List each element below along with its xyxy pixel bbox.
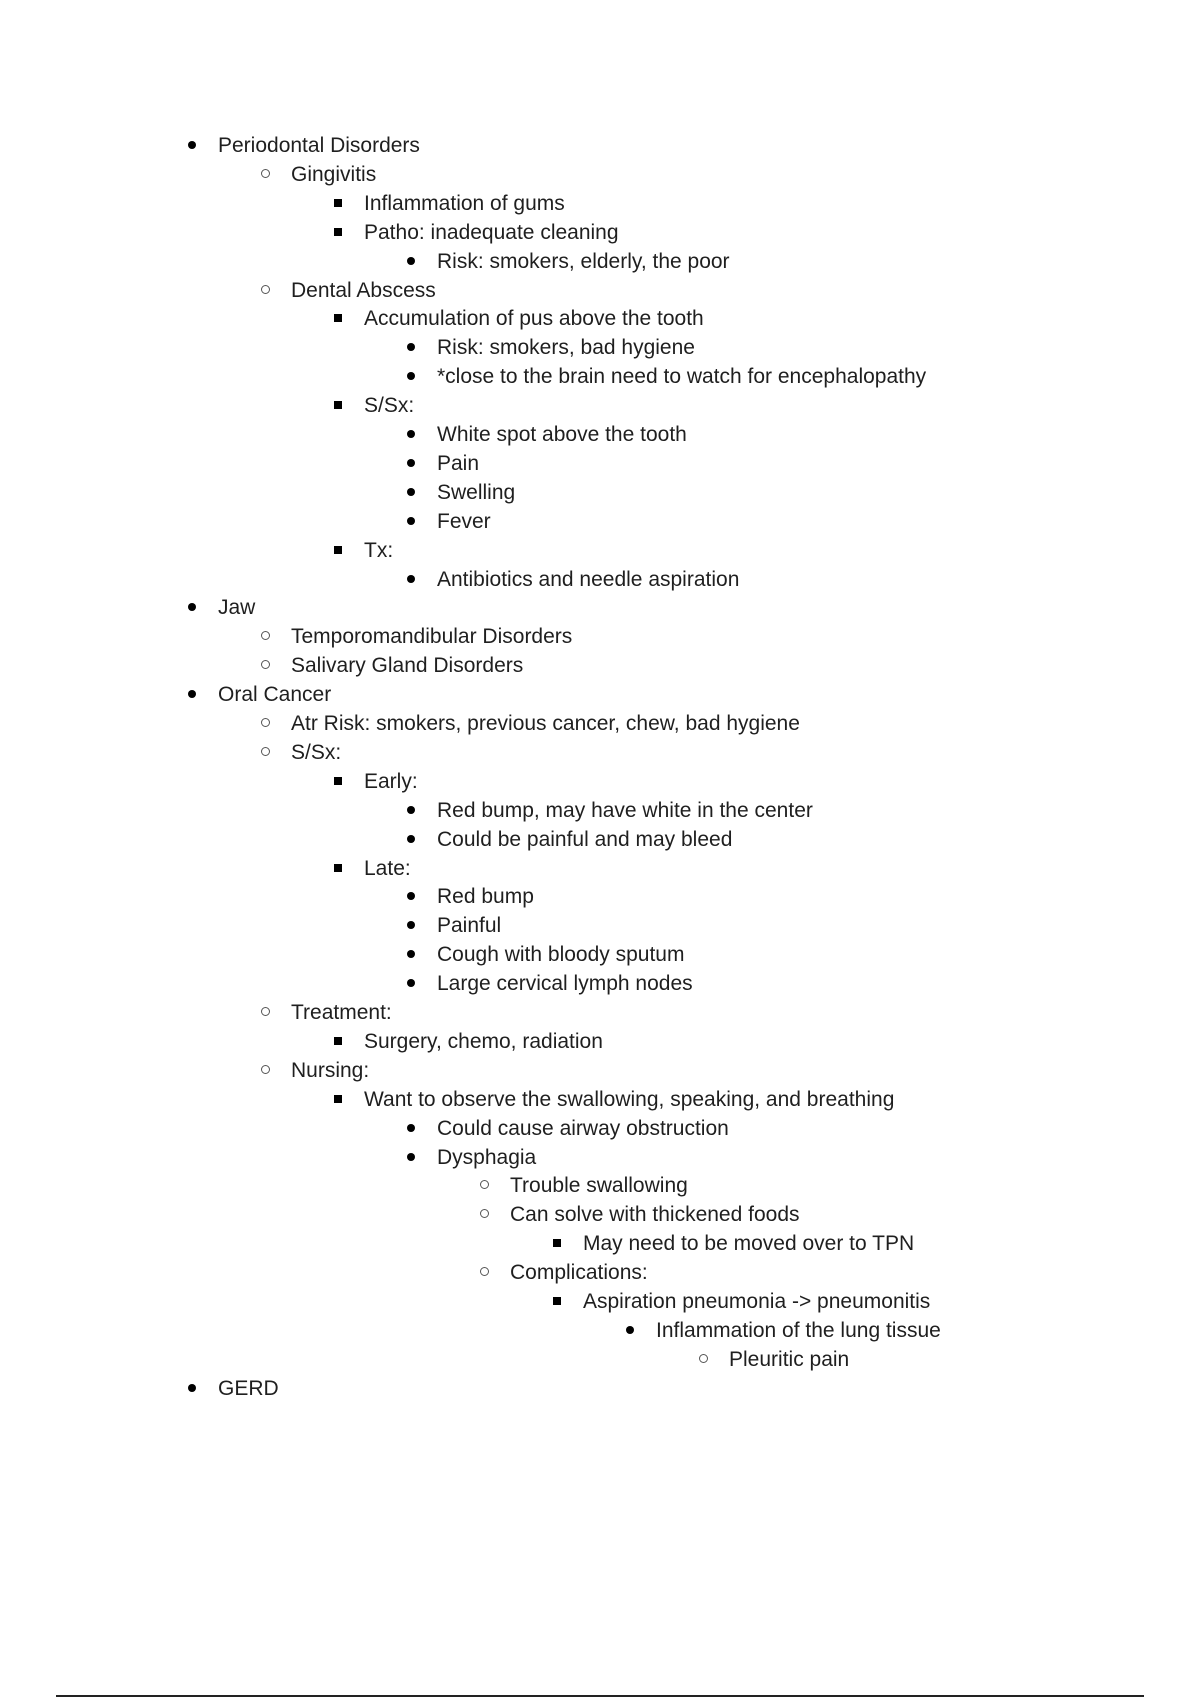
list-item-text: Inflammation of the lung tissue (656, 1319, 941, 1342)
list-item-text: Tx: (364, 539, 394, 562)
square-bullet-icon (326, 305, 350, 333)
disc-bullet-icon (399, 912, 423, 940)
disc-bullet-icon (399, 248, 423, 276)
circle-bullet-icon (253, 739, 277, 767)
list-item-text: Periodontal Disorders (218, 134, 420, 157)
list-item-text: Accumulation of pus above the tooth (364, 307, 704, 330)
square-bullet-icon (326, 219, 350, 247)
square-bullet-icon (326, 1028, 350, 1056)
list-item-text: Oral Cancer (218, 683, 332, 706)
disc-bullet-icon (399, 363, 423, 391)
list-item-text: Red bump (437, 885, 534, 908)
disc-bullet-icon (399, 970, 423, 998)
circle-bullet-icon (253, 999, 277, 1027)
list-item-text: Dysphagia (437, 1146, 537, 1169)
list-item-text: Trouble swallowing (510, 1174, 688, 1197)
list-item-text: Want to observe the swallowing, speaking, and breathing (364, 1088, 895, 1111)
list-item-text: Atr Risk: smokers, previous cancer, chew, bad hygiene (291, 712, 800, 735)
list-item-text: Large cervical lymph nodes (437, 972, 693, 995)
circle-bullet-icon (253, 277, 277, 305)
list-item-text: Patho: inadequate cleaning (364, 221, 619, 244)
circle-bullet-icon (253, 710, 277, 738)
square-bullet-icon (326, 768, 350, 796)
list-item-text: Salivary Gland Disorders (291, 654, 524, 677)
list-item-text: Fever (437, 510, 491, 533)
circle-bullet-icon (253, 1057, 277, 1085)
list-item-text: Jaw (218, 596, 256, 619)
list-item-text: Aspiration pneumonia -> pneumonitis (583, 1290, 931, 1313)
list-item-text: Pain (437, 452, 480, 475)
circle-bullet-icon (253, 623, 277, 651)
list-item-text: S/Sx: (291, 741, 342, 764)
disc-bullet-icon (399, 1115, 423, 1143)
list-item-text: Red bump, may have white in the center (437, 799, 813, 822)
disc-bullet-icon (399, 334, 423, 362)
list-item-text: Antibiotics and needle aspiration (437, 568, 740, 591)
circle-bullet-icon (472, 1172, 496, 1200)
list-item-text: Risk: smokers, bad hygiene (437, 336, 695, 359)
disc-bullet-icon (399, 883, 423, 911)
list-item-text: Could be painful and may bleed (437, 828, 733, 851)
list-item-text: Dental Abscess (291, 279, 436, 302)
disc-bullet-icon (399, 450, 423, 478)
disc-bullet-icon (618, 1317, 642, 1345)
list-item-text: Nursing: (291, 1059, 370, 1082)
circle-bullet-icon (472, 1201, 496, 1229)
circle-bullet-icon (253, 652, 277, 680)
disc-bullet-icon (399, 479, 423, 507)
list-item-text: Complications: (510, 1261, 648, 1284)
disc-bullet-icon (399, 941, 423, 969)
square-bullet-icon (326, 1086, 350, 1114)
list-item-text: Swelling (437, 481, 516, 504)
list-item-text: S/Sx: (364, 394, 415, 417)
circle-bullet-icon (691, 1346, 715, 1374)
square-bullet-icon (326, 190, 350, 218)
disc-bullet-icon (399, 1144, 423, 1172)
square-bullet-icon (326, 855, 350, 883)
list-item-text: Pleuritic pain (729, 1348, 850, 1371)
list-item-text: Treatment: (291, 1001, 392, 1024)
square-bullet-icon (326, 392, 350, 420)
page-bottom-rule (56, 1695, 1144, 1697)
list-item-text: Cough with bloody sputum (437, 943, 685, 966)
disc-bullet-icon (399, 508, 423, 536)
list-item-text: Late: (364, 857, 411, 880)
square-bullet-icon (545, 1230, 569, 1258)
list-item-text: White spot above the tooth (437, 423, 687, 446)
disc-bullet-icon (399, 566, 423, 594)
list-item-text: Gingivitis (291, 163, 377, 186)
circle-bullet-icon (472, 1259, 496, 1287)
list-item-text: Can solve with thickened foods (510, 1203, 800, 1226)
list-item-text: Temporomandibular Disorders (291, 625, 573, 648)
disc-bullet-icon (399, 421, 423, 449)
circle-bullet-icon (253, 161, 277, 189)
list-item-text: May need to be moved over to TPN (583, 1232, 915, 1255)
square-bullet-icon (545, 1288, 569, 1316)
list-item-text: Risk: smokers, elderly, the poor (437, 250, 730, 273)
list-item-text: Could cause airway obstruction (437, 1117, 729, 1140)
disc-bullet-icon (180, 132, 204, 160)
list-item-text: *close to the brain need to watch for encephalopathy (437, 365, 927, 388)
list-item-text: Early: (364, 770, 418, 793)
disc-bullet-icon (399, 797, 423, 825)
list-item-text: Painful (437, 914, 502, 937)
list-item-text: Inflammation of gums (364, 192, 565, 215)
disc-bullet-icon (180, 681, 204, 709)
list-item-text: GERD (218, 1377, 279, 1400)
disc-bullet-icon (180, 1375, 204, 1403)
disc-bullet-icon (399, 826, 423, 854)
square-bullet-icon (326, 537, 350, 565)
list-item-text: Surgery, chemo, radiation (364, 1030, 603, 1053)
disc-bullet-icon (180, 594, 204, 622)
